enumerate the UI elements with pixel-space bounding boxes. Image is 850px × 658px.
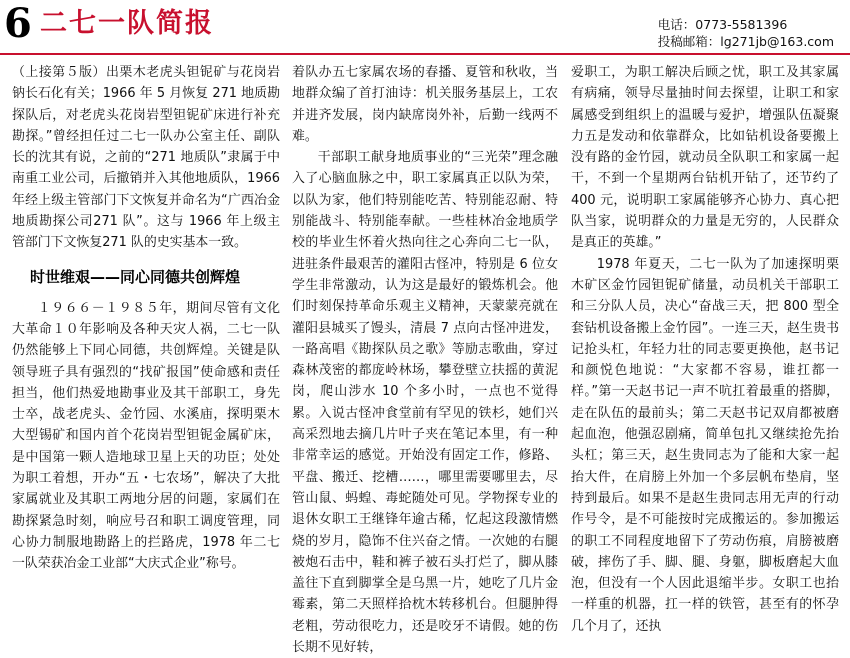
phone-number: 电话：0773-5581396 (657, 17, 788, 32)
newspaper-title: 二七一队简报 (40, 8, 214, 39)
paragraph: 1978 年夏天，二七一队为了加速探明栗木矿区金竹园钽铌矿储量，动员机关干部职工和三分队人员，决心“奋战三天，把 800 型全套钻机设备搬上金竹园”。一连三天，赵生贵书记抢头杠，年轻力壮的同志要更换他，赵书记和颜悦色地说：“大家都不容易，谁扛都一样。”第一天赵书记一声不吭扛着最重的搭脚，走在队伍的最前头；第二天赵书记双肩都被磨起血泡，他强忍剧痛，简单包扎又继续抢先抬头杠；第三天，赵生贵同志为了能和大家一起抬大件，在肩膀上外加一个多层帆布垫肩，坚持到最后。如果不是赵生贵同志用无声的行动作号令，是不可能按时完成搬运的。参加搬运的职工不同程度地留下了劳动伤痕，肩膀被磨破，摔伤了手、脚、腿、身躯，脚板磨起大血泡，但没有一个人因此退缩半步。女职工也抬一样重的机器，扛一样的铁管，甚至有的怀孕几个月了，还执 (571, 256, 839, 634)
submission-email: 投稿邮箱：lg271jb@163.com (657, 34, 834, 49)
article-column-1 (12, 62, 280, 575)
paragraph: １９６６－１９８５年，期间尽管有文化大革命１０年影响及各种天灾人祸，二七一队仍然能够上下同心同德，共创辉煌。关键是队领导班子具有强烈的“找矿报国”使命感和责任担当，他们热爱地勘事业及其干部职工，身先士卒，战老虎头、金竹园、水溪庙，探明栗木大型锡矿和国内首个花岗岩型钽铌金属矿床，是中国第一颗人造地球卫星上天的功臣；处处为职工着想，开办“五・七农场”，解决了大批家属就业及其职工两地分居的问题，家属们在勘探紧急时刻，响应号召和职工调度管理，同心协力制服地勘路上的拦路虎，1978 年二七一队荣获冶金工业部“大庆式企业”称号。 (12, 300, 280, 572)
article-column-2 (292, 62, 558, 658)
section-heading: 时世维艰——同心同德共创辉煌 (30, 267, 241, 286)
article-column-3 (571, 62, 839, 637)
page-number: 6 (4, 0, 32, 47)
masthead (0, 0, 850, 54)
paragraph: 爱职工，为职工解决后顾之忧，职工及其家属有病痛，领导尽量抽时间去探望，让职工和家属感受到组织上的温暖与爱护，增强队伍凝聚力五是发动和依靠群众，比如钻机设备要搬上没有路的金竹园，就动员全队职工和家属一起干，不到一个星期两台钻机开钻了，还节约了 400 元，说明职工家属能够齐心协力、真心把队当家，说明群众的力量是无穷的，人民群众是真正的英雄。” (571, 65, 839, 251)
masthead-divider (0, 53, 850, 55)
contact-info (658, 16, 834, 50)
paragraph: 着队办五七家属农场的春播、夏管和秋收，当地群众编了首打油诗：机关服务基层上，工农并进齐发展，岗内缺席岗外补，后勤一线两不难。 (292, 65, 558, 144)
paragraph: （上接第５版）出栗木老虎头钽铌矿与花岗岩钠长石化有关；1966 年 5 月恢复 271 地质勘探队后，对老虎头花岗岩型钽铌矿床进行补充勘探。”曾经担任过二七一队办公室主任、副队长的沈其有说，之前的“271 地质队”隶属于中南重工业公司，后撤销并入其他地质队，1966 年经上级主管部门下文恢复并命名为“广西冶金地质勘探公司271 队”。这与 1966 年上级主管部门下文恢复271 队的史实基本一致。 (12, 65, 280, 251)
paragraph: 干部职工献身地质事业的“三光荣”理念融入了心脑血脉之中，职工家属真正以队为荣，以队为家，他们特别能吃苦、特别能忍耐、特别能战斗、特别能奉献。一些桂林冶金地质学校的毕业生怀着火热向往之心奔向二七一队，进驻条件最艰苦的灌阳古怪冲，特别是 6 位女学生非常激动，认为这是最好的锻炼机会。他们时刻保持革命乐观主义精神，天蒙蒙亮就在灌阳县城买了馒头，清晨 7 点向古怪冲进发，一路高唱《勘探队员之歌》等励志歌曲，穿过森林茂密的都庞岭林场，攀登壁立扶摇的黄泥岗，爬山涉水 10 个多小时，一点也不觉得累。入说古怪冲食堂前有罕见的铁杉，她们兴高采烈地去摘几片叶子夹在笔记本里，有一种非常幸运的感觉。开始没有固定工作，修路、平盘、搬迁、挖槽……，哪里需要哪里去，尽管山鼠、蚂蝗、毒蛇随处可见。学物探专业的退休女职工王继锋年逾古稀，忆起这段激情燃烧的岁月，隐饰不住兴奋之情。一次她的右腿被炮石击中，鞋和裤子被石头打烂了，脚从膝盖往下直到脚掌全是乌黑一片，她吃了几片金霉素，第二天照样拾枕木转移机台。但腿肿得老粗，劳动很吃力，还是咬牙不请假。她的伤长期不见好转， (292, 150, 558, 656)
